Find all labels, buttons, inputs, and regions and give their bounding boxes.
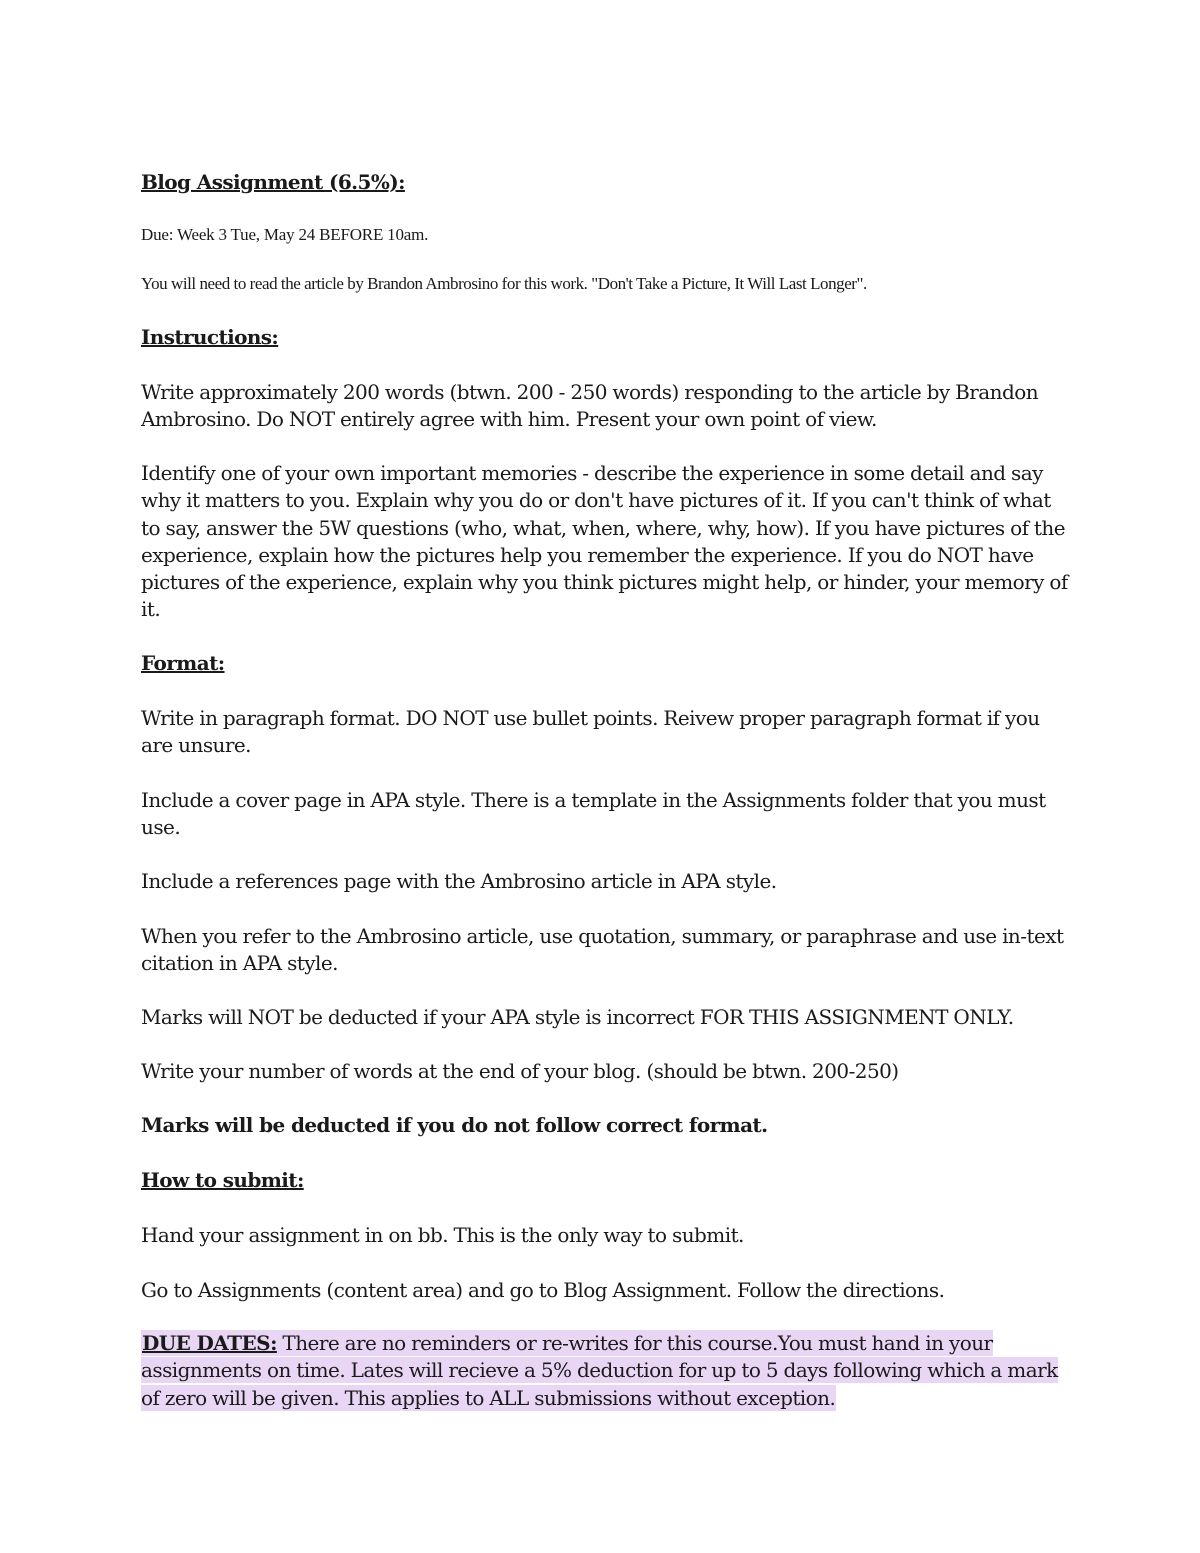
format-paragraph-6: Write your number of words at the end of your blog. (should be btwn. 200-250)	[141, 1059, 899, 1083]
format-paragraph-2: Include a cover page in APA style. There is a template in the Assignments folder that you must use.	[141, 788, 1046, 840]
page-title: Blog Assignment (6.5%):	[141, 170, 405, 194]
due-dates-notice	[141, 1330, 1061, 1412]
instructions-heading: Instructions:	[141, 325, 279, 349]
instructions-paragraph-1: Write approximately 200 words (btwn. 200 - 250 words) responding to the article by Brandon Ambrosino. Do NOT entirely agree with him. Present your own point of view.	[141, 380, 1039, 432]
submit-paragraph-2: Go to Assignments (content area) and go to Blog Assignment. Follow the directions.	[141, 1278, 945, 1302]
instructions-paragraph-2: Identify one of your own important memories - describe the experience in some detail and say why it matters to you. Explain why you do or don't have pictures of it. If you can't think of what to say, answer the 5W questions (who, what, when, where, why, how). If you have pictures of the experience, explain how the pictures help you remember the experience. If you do NOT have pictures of the experience, explain why you think pictures might help, or hinder, your memory of it.	[141, 461, 1068, 622]
format-paragraph-3: Include a references page with the Ambrosino article in APA style.	[141, 869, 777, 893]
due-dates-text: There are no reminders or re-writes for this course.You must hand in your assignments on time. Lates will recieve a 5% deduction for up to 5 days following which a mark of zero will be given. This applies to ALL submissions without exception.	[141, 1331, 1058, 1410]
format-heading: Format:	[141, 651, 225, 675]
reading-requirement: You will need to read the article by Brandon Ambrosino for this work. "Don't Take a Picture, It Will Last Longer".	[141, 274, 867, 293]
due-line: Due: Week 3 Tue, May 24 BEFORE 10am.	[141, 225, 429, 244]
submit-paragraph-1: Hand your assignment in on bb. This is the only way to submit.	[141, 1223, 744, 1247]
format-warning: Marks will be deducted if you do not follow correct format.	[141, 1113, 768, 1137]
format-paragraph-5: Marks will NOT be deducted if your APA style is incorrect FOR THIS ASSIGNMENT ONLY.	[141, 1005, 1014, 1029]
submit-heading: How to submit:	[141, 1168, 304, 1192]
format-paragraph-4: When you refer to the Ambrosino article, use quotation, summary, or paraphrase and use in-text citation in APA style.	[141, 924, 1064, 976]
format-paragraph-1: Write in paragraph format. DO NOT use bullet points. Reivew proper paragraph format if you are unsure.	[141, 706, 1040, 758]
due-dates-label: DUE DATES:	[142, 1331, 277, 1355]
